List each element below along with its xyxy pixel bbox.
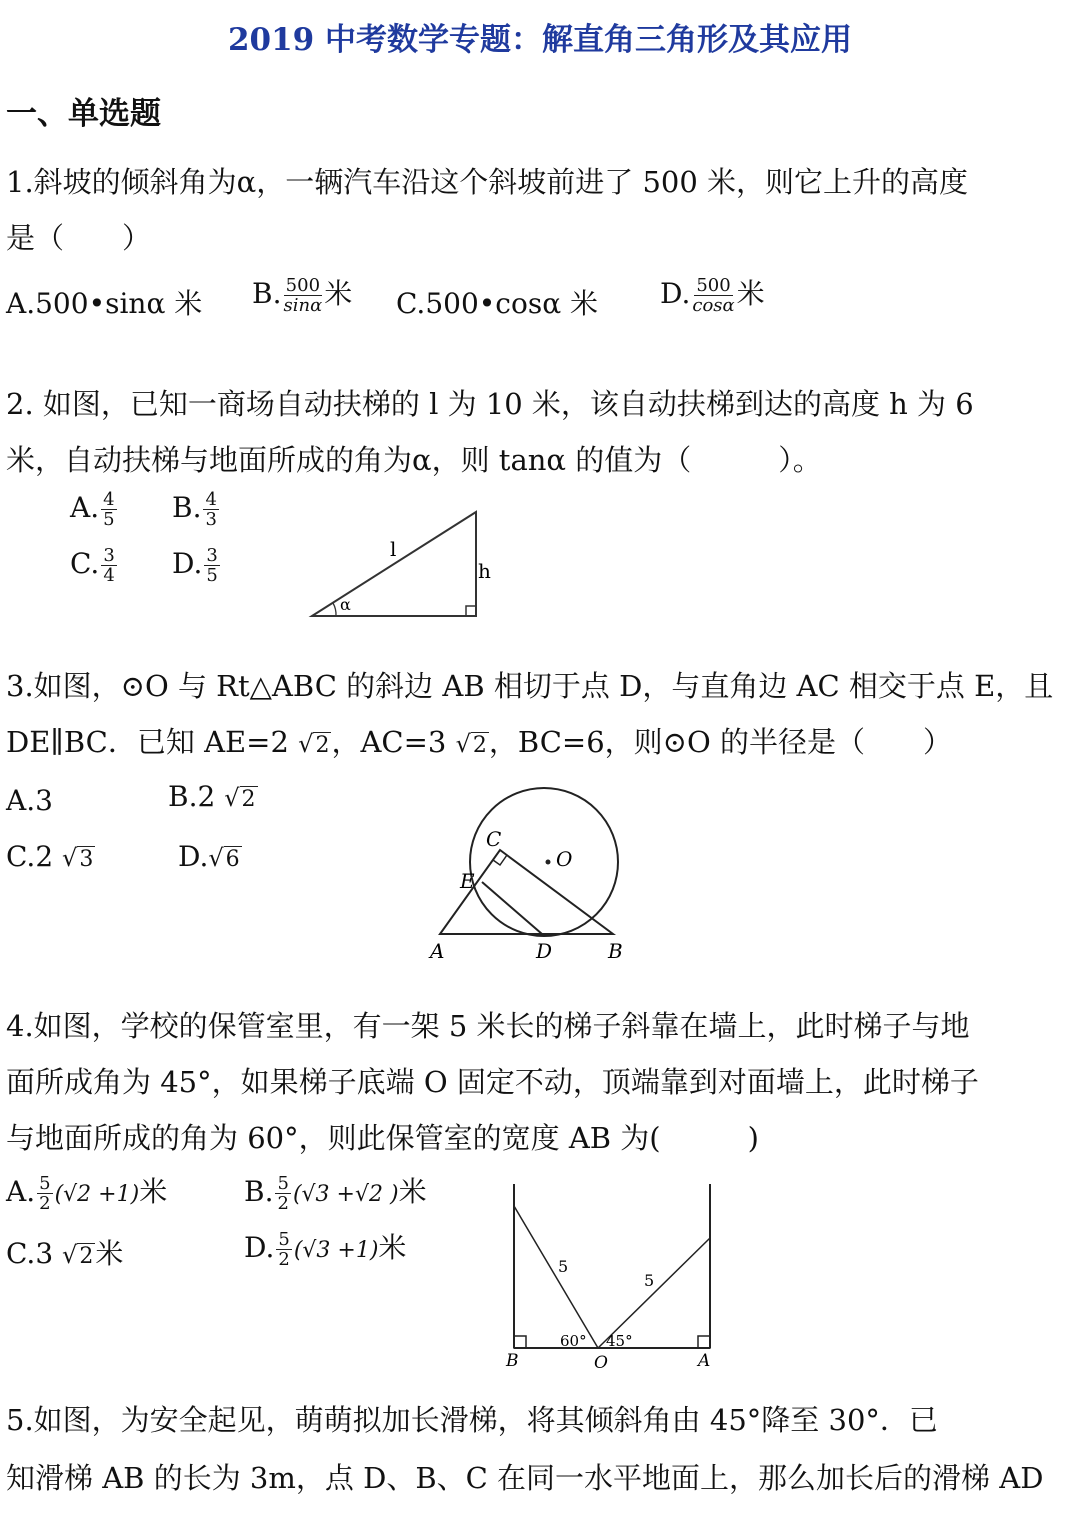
q4-option-b-expression: (√3 +√2 ) (292, 1182, 399, 1207)
right-angle-mark-a (698, 1336, 710, 1348)
q4-option-b (244, 1170, 427, 1213)
fraction-denominator: 4 (103, 565, 115, 586)
q4-option-a-suffix: 米 (139, 1175, 168, 1208)
q2-option-c-fraction (101, 546, 116, 585)
label-a: A (430, 939, 445, 963)
page-title: 2019 中考数学专题：解直角三角形及其应用 (227, 22, 853, 58)
label-d: D (536, 939, 553, 963)
sqrt-radicand: 2 (241, 787, 256, 812)
q1-text-line1: 1.斜坡的倾斜角为α，一辆汽车沿这个斜坡前进了 500 米，则它上升的高度 (6, 165, 969, 199)
q2-option-c (70, 546, 119, 585)
q3-option-c (6, 840, 95, 873)
label-b: B (506, 1351, 519, 1370)
right-angle-mark-b (514, 1336, 526, 1348)
fraction-numerator: 4 (205, 489, 217, 510)
right-angle-mark (466, 606, 476, 616)
q3-option-b-prefix: B.2 (168, 780, 225, 813)
sqrt-symbol: √2 (455, 730, 487, 758)
q1-option-d-prefix: D. (660, 277, 691, 310)
q1-option-b-prefix: B. (252, 277, 282, 310)
label-o: O (556, 847, 573, 871)
fraction-numerator: 4 (103, 489, 115, 510)
label-c: C (486, 827, 502, 851)
q1-option-a: A.500•sinα 米 (6, 287, 203, 320)
q3-option-c-prefix: C.2 (6, 840, 63, 873)
q3-text-segment: ，BC=6，则⊙O 的半径是（ ） (488, 725, 952, 759)
label-alpha: α (340, 595, 351, 614)
q3-option-d-prefix: D. (178, 840, 209, 873)
q3-text-segment: DE∥BC．已知 AE=2 (6, 725, 299, 759)
q2-option-a (70, 490, 119, 529)
q4-ladder-figure (500, 1180, 730, 1370)
q4-option-c-suffix: 米 (95, 1237, 124, 1270)
fraction-numerator: 5 (39, 1173, 51, 1194)
q4-text-line3: 与地面所成的角为 60°，则此保管室的宽度 AB 为( ) (6, 1121, 759, 1155)
q4-option-a (6, 1170, 167, 1213)
q4-text-line2: 面所成角为 45°，如果梯子底端 O 固定不动，顶端靠到对面墙上，此时梯子 (6, 1065, 979, 1099)
fraction-denominator: 2 (278, 1249, 290, 1270)
q1-text-line2: 是（ ） (6, 221, 152, 255)
sqrt-symbol: √2 (298, 730, 330, 758)
sqrt-radicand: 6 (225, 847, 240, 872)
q4-option-c (6, 1232, 123, 1272)
center-point (546, 860, 551, 865)
q4-option-a-expression: (√2 +1) (54, 1182, 140, 1207)
q3-text-line2 (6, 714, 952, 774)
sqrt-radicand: 2 (79, 1244, 94, 1269)
q2-option-b-fraction (203, 490, 218, 529)
q1-option-c: C.500•cosα 米 (396, 287, 599, 320)
q2-text-line1: 2. 如图，已知一商场自动扶梯的 l 为 10 米，该自动扶梯到达的高度 h 为 6 (6, 387, 974, 421)
angle-arc (333, 603, 336, 616)
q3-text-segment: ，AC=3 (331, 725, 456, 759)
q3-circle-figure (420, 786, 640, 966)
q3-option-b (168, 780, 258, 813)
sqrt-radicand: 2 (315, 733, 330, 758)
ladder-left (514, 1206, 598, 1348)
sqrt-symbol: √6 (208, 844, 240, 872)
fraction-numerator: 3 (206, 545, 218, 566)
label-o: O (594, 1353, 608, 1370)
q5-text-line2: 知滑梯 AB 的长为 3m，点 D、B、C 在同一水平地面上，那么加长后的滑梯 AD (6, 1461, 1044, 1495)
q1-option-b-fraction (283, 276, 322, 315)
q2-option-b-prefix: B. (172, 491, 202, 524)
q4-option-b-prefix: B. (244, 1175, 274, 1208)
q1-option-d-fraction (692, 276, 734, 315)
q4-option-d (244, 1226, 406, 1269)
q2-option-d-prefix: D. (172, 547, 203, 580)
q4-option-d-fraction (276, 1230, 291, 1269)
q1-option-d-suffix: 米 (736, 277, 765, 310)
label-b: B (608, 939, 623, 963)
fraction-denominator: 2 (277, 1193, 289, 1214)
sqrt-radicand: 3 (79, 847, 94, 872)
q2-option-d-fraction (204, 546, 219, 585)
q1-option-b-suffix: 米 (324, 277, 353, 310)
q2-option-a-fraction (101, 490, 116, 529)
label-e: E (460, 869, 475, 893)
fraction-denominator: 5 (103, 509, 115, 530)
q4-option-d-suffix: 米 (378, 1231, 407, 1264)
q1-option-d (660, 272, 765, 315)
q2-option-c-prefix: C. (70, 547, 100, 580)
q3-option-a: A.3 (6, 784, 53, 817)
fraction-denominator: 3 (205, 509, 217, 530)
fraction-numerator: 5 (277, 1173, 289, 1194)
q4-option-a-fraction (37, 1174, 52, 1213)
fraction-numerator: 500 (285, 275, 321, 296)
q3-option-d (178, 840, 242, 873)
fraction-numerator: 500 (696, 275, 731, 296)
fraction-numerator: 3 (103, 545, 115, 566)
label-h: h (478, 559, 491, 583)
q2-option-d (172, 546, 222, 585)
sqrt-symbol: √2 (224, 784, 256, 812)
label-45: 45° (606, 1332, 633, 1350)
q5-text-line1: 5.如图，为安全起见，萌萌拟加长滑梯，将其倾斜角由 45°降至 30°．已 (6, 1403, 938, 1437)
fraction-denominator: 5 (206, 565, 218, 586)
fraction-denominator: 2 (39, 1193, 51, 1214)
fraction-denominator: sinα (283, 295, 323, 316)
label-60: 60° (560, 1332, 587, 1350)
sqrt-radicand: 2 (472, 733, 487, 758)
q4-option-d-prefix: D. (244, 1231, 275, 1264)
q4-option-c-prefix: C.3 (6, 1237, 63, 1270)
q2-option-a-prefix: A. (70, 491, 100, 524)
q2-text-line2: 米，自动扶梯与地面所成的角为α，则 tanα 的值为（ ）。 (6, 443, 822, 477)
q4-option-b-suffix: 米 (398, 1175, 427, 1208)
q3-text-line1: 3.如图，⊙O 与 Rt△ABC 的斜边 AB 相切于点 D，与直角边 AC 相交于点 E，且 (6, 669, 1054, 703)
triangle-shape (312, 512, 476, 616)
label-l: l (390, 537, 397, 561)
label-a: A (698, 1351, 711, 1370)
q4-option-b-fraction (275, 1174, 290, 1213)
sqrt-symbol: √3 (62, 844, 94, 872)
fraction-denominator: cosα (692, 295, 735, 316)
label-ladder-right: 5 (644, 1271, 655, 1290)
q2-escalator-figure (300, 500, 510, 630)
q4-option-d-expression: (√3 +1) (293, 1238, 379, 1263)
q2-option-b (172, 490, 221, 529)
sqrt-symbol: √2 (62, 1241, 94, 1269)
label-ladder-left: 5 (558, 1257, 569, 1276)
segment-de (482, 882, 542, 934)
q4-option-a-prefix: A. (6, 1175, 36, 1208)
fraction-numerator: 5 (278, 1229, 290, 1250)
q4-text-line1: 4.如图，学校的保管室里，有一架 5 米长的梯子斜靠在墙上，此时梯子与地 (6, 1009, 970, 1043)
q1-option-b (252, 272, 352, 315)
section-heading: 一、单选题 (6, 96, 161, 132)
